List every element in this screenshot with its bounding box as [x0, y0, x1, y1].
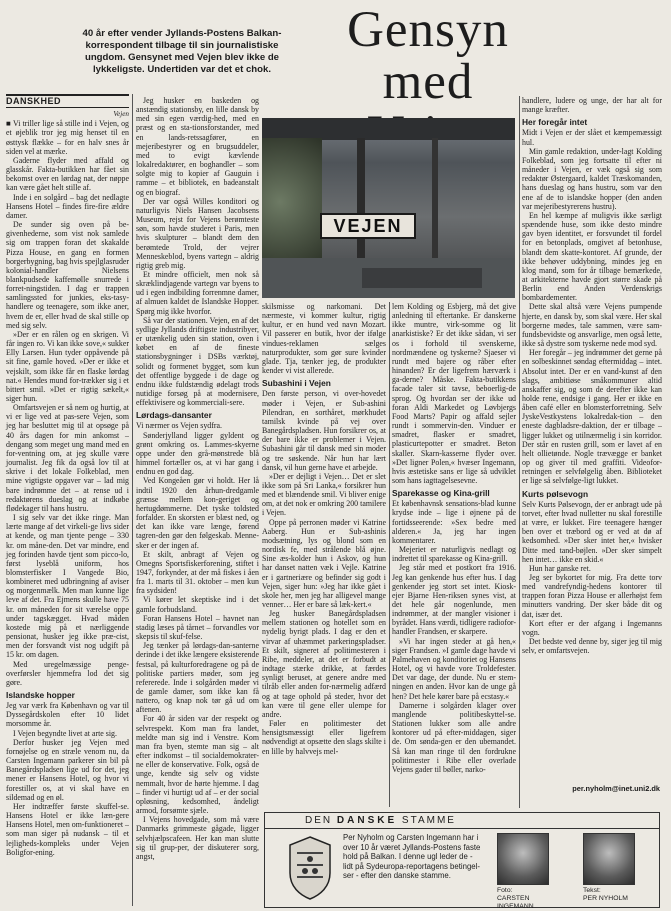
station-sign: VEJEN: [320, 213, 416, 239]
paragraph: Så var der stationen. Vejen, en af det sydlige Jyllands driftigste industribyer, er utænkelig uden sin station, oven i købet en af de fineste stationsbygninger i DSBs værktøj, solidt og formenet bygget, som kun det offentlige byggede i de dage og endnu ikke fuldstændig ødelagt trods nutidige forsøg på at modernisere, effektivisere og kommerciali-sere.: [136, 315, 259, 408]
paragraph: Det bedste ved denne by, siger jeg til mig selv, er omfartsvejen.: [522, 637, 662, 656]
paragraph: Gaderne flyder med affald og glasskår. Fakta-butikken har fået sin bekomst over en lørdag nat, der nøppe kan være gået helt stille af.: [6, 155, 129, 193]
paragraph: Omfartsvejen er så nem og hurtig, at vi er lige ved at pas-sere Vejen, som jeg har besluttet mig til at opsøge på 40 års dagen for min ankomst – dengang som meget ung mand med en for-ventning om, at jeg skulle være journalist. Jeg fik da også lov til at skrive i det lokale Folkeblad, men mine vigtigste opgaver var – lad mig bare indrømme det – at rense ud i redaktørens dueslag og at indkøbe flødekager til hans hustru.: [6, 403, 129, 513]
writer-name: PER NYHOLM: [583, 895, 628, 902]
photographer-portrait: [497, 833, 549, 885]
column-rule: [389, 302, 390, 807]
paragraph: Derfor husker jeg Vejen med fornøjelse og en stræle venom nu, da Carsten Ingemann parkerer sin bil på Banegårdspladsen lige ud for det, jeg mener er Hansens Hotel, og hvor vi forestiller os, at vi skal have en sildemad og en øl.: [6, 737, 129, 802]
column-5: [522, 96, 662, 784]
paragraph: Her indtræffer første skuffel-se. Hansens Hotel er ikke læn-gere Hansens Hotel, men om-funktioneret – som man siger på nudansk – til et lejligheds-kompleks under Vejen Boligfor-ening.: [6, 801, 129, 857]
photo-bench: [362, 268, 482, 288]
paragraph: handlere, ludere og unge, der har alt for mange kræfter.: [522, 96, 662, 115]
paragraph: I Vejen begyndte livet at arte sig.: [13, 728, 117, 738]
paragraph: Jeg husker Banegårdspladsen mellem stationen og hotellet som en nydelig byrigt plads. I dag er den et virvar af uhæmmet parkeringspladser. Et skilt, signeret af politimesteren i Ribe, meddeler, at det er forbudt at indtage stærke drikke, at færdes synligt beruset, at genere andre med tilråb eller anden for-nærmelig adfærd og at tage ophold på steder, hvor det kan være til gene eller ulempe for andre.: [262, 609, 386, 719]
series-tag-danske: DANSKE: [336, 815, 398, 826]
paragraph: Jeg var værk fra København og var til Dyssegårdskolen efter 10 lidet morsomme år.: [6, 701, 129, 729]
paragraph: En hel kæmpe af muligvis ikke særligt spændende huse, som ikke desto mindre gav byen identitet, er forsvundet til fordel for en betonplads, omgivet af betonhuse, blandt dem skatte-kontoret. Af grunde, der ikke behøver uddybning, mindes jeg en klog mand, som for år tilbage bemærkede, at arkitekterne havde gjort større skade på Berlin end Anden Verdenskrigs bombardementer.: [522, 210, 662, 303]
paragraph: De sunder sig oven på be-givenhederne, som vist nok samlede sig om trappen foran det skakalde Pizza House, en gang en formen borgerbygning, bag hvis spejlglasruder kolonial-handler Nielsens blankpudsede kaffemølle snurrede i forret-ningstiden. I dag er trappen samlingssted for junkies, eks-tasy-handlere og teenagere, som ikke aner, hvem de er, eller hvad de skal stille op med sig selv.: [6, 220, 130, 330]
paragraph: For 40 år siden var der respekt og selvrespekt. Kom man fra landet, meldte man sig ind i Venstre. Kom man fra byen, stemte man sig – alt efter indkomst – til socialdemokrater-ne eller de konservative. Folk, også de unge, kendte sig selv og vidste nemmalt, hvor de hørte hjemme. I dag – finder vi hurtigt ud af – er der social opløsning, kedsomhed, åndeligt armod, forsømte sjæle.: [136, 714, 259, 816]
paragraph: »Der er en rålen og en skrigen. Vi får ingen ro. Vi kan ikke sove,« sukker Elly Larsen. Hun tyder oppåvende på sit fine, gamle hoved. »Der er ikke et vejskilt, som ikke får en flaske lørdag nat.« Hendes mund for-trækker sig i et bittert smil. »Det er rigtig sækelt,« siger hun.: [6, 329, 129, 403]
paragraph: Vi kører let skeptiske ind i det gamle forbudsland.: [136, 595, 259, 614]
author-email: per.nyholm@inet.uni2.dk: [572, 784, 660, 793]
paragraph: Her foregår – jeg indrømmer det gerne på en solbeskinnet søndag eftermiddag – intet. Absolut intet. Der er en vand-kunst af den slags, ambitiøse småkommuner altid anskaffer sig, og som de derefter ikke kan holde rene, endsige i gang. Her er ikke en åben café eller en blomsterforretning. Selv JyskeVestkystens lokalredak-tion – den eneste dagbladsre-daktion, der er tilbage – ligger lukket og utilnærmelig i sin korridor. Der står en rusten grill, som er lavet af en helt ollietønde. Nogle trævægge er banket op og giver til med graffiti. Videofor-retningen er selvfølgelig åben. Biblioteket er lige så selvfølge-ligt lukket.: [522, 348, 662, 486]
paragraph: Den første person, vi over-hovedet møder i Vejen, er Sub-ashini Pilendran, en sorthåret, mørkhudet tamilsk kvinde på vej over Banegårdspladsen. Hun forsikrer os, at der bare ikke er problemer i Vejen. Subashini går til dansk med sin moder og tre søskende. Når hun har lært dansk, vil hun gerne have et arbejde.: [262, 389, 386, 472]
series-tag: [265, 813, 659, 829]
subheading: Islandske hopper: [6, 690, 75, 700]
column-3: [262, 302, 386, 810]
paragraph: Dette skal altså være Vejens pumpende hjerte, en dansk by, som skal være. Her skal borgerne mødes, tale sammen, være sam-fundsbevidste og ansvarlige, men også lette, ikke så dystre som tyskerne nede mod syd.: [522, 302, 662, 349]
paragraph: Min gamle redaktion, under-lagt Kolding Folkeblad, som jeg fortsatte til efter ni måneder i Vejen, er væk også sig som redaktør Østergaard, kaldet Træskomanden, hans dueslag og hans hustru, som var den ene af de to islandske hopper (den anden var mejeribestyrerens hustru).: [522, 146, 662, 211]
subheading: Subashini i Vejen: [262, 378, 331, 389]
paragraph: Med uregelmæssige penge-overførsler hjemmefra lod det sig gøre.: [6, 659, 129, 687]
paragraph: Selv Kurts Pølsevogn, der er anbragt ude på torvet, efter hvad nulletter nu skal forestille at være, er lukket. Fire teenagere hænger ben over et træbord og er ved at dø af kedsomhed. »Der sker intet her,« hvisker Ditte med tand-bøjlen. »Der sker simpelt hen intet… ikke en skid.«: [522, 499, 662, 564]
series-box: [264, 812, 660, 908]
column-1-continued: [6, 808, 129, 908]
photographer-name: CARSTEN INGEMANN: [497, 895, 534, 910]
paragraph: Hun har ganske ret.: [529, 563, 591, 573]
paragraph: Et skilt, anbragt af Vejen og Omegns Sportsfiskerforening, stiftet i 1947, forkynder, at der må fiskes i åen fra 1. marts til 31. oktober – men kun fra sydsiden!: [136, 549, 259, 596]
photo-roof: [262, 118, 515, 140]
column-2: [136, 96, 259, 908]
intro-text: 40 år efter vender Jyllands-Postens Balkan-korrespondent tilbage til sin journalistiske ungdom. Gensynet med Vejen blev ikke de lykkeligste. Undertiden var det et chok.: [82, 28, 282, 75]
paragraph: Mejeriet er naturligvis nedlagt og indrettet til sparekasse og Kina-grill.: [392, 545, 516, 564]
subheading: Lørdags-dansanter: [136, 410, 212, 421]
series-tag-stamme: STAMME: [401, 815, 456, 826]
paragraph: lem Kolding og Esbjerg, må det give anledning til eftertanke. Er danskerne ikke muntre, virk-somme og lit anarkistiske? Er det ikke sådan, vi ser os i forhold til svenskerne, nordmændene og tyskerne? Sjaeser vi rundt med bajere og råber efter hinanden? Er der ligefrem hærværk i ga-derne? Måske. Fakta-butikkens facade taler sit tavse, beboerlig-de sprog. Og hvordan ser der ikke ud foran Aldi Markedet og Løvbjergs Food Marts? Papir og affald sejler rundt i sommervin-den. Vinduer er smadret, flasker er smadret, plasticurtepotter er smadret. Beton skaller. Skarn-kasserne flyder over. »Det ligner Polen,« hvæser Ingemann, hvis æstetiske sans er lige så udviklet som hans iagttagelsesevne.: [392, 302, 516, 485]
subheading: Her foregår intet: [522, 117, 588, 128]
paragraph: Jeg står med et postkort fra 1916. Jeg kan genkende hus efter hus. I dag genkender jeg stort set intet. Kiosk-ejer Bjarne Hen-riksen synes vist, at det hele går nogenlunde, men indrømmer, at der mangler visioner i byrådet. Hans værdi, tidligere radiofor-handler Frandsen, er skarpere.: [392, 563, 516, 637]
subheading: Sparekasse og Kina-grill: [392, 488, 490, 499]
paragraph: Kort efter er der afgang i Ingemanns vogn.: [522, 618, 662, 637]
paragraph: Føler en politimester det hensigtsmæssigt eller ligefrem nødvendigt at opsætte den slags skilte i en lille by halvvejs mel-: [262, 719, 386, 756]
photographer-caption: [497, 887, 567, 911]
paragraph: Foran Hansens Hotel – havnet nan stadig læses på tårnet – forvandles vor skepsis til skuf-felse.: [136, 613, 259, 642]
station-photo: [262, 118, 515, 298]
section-label: DANSKHED: [6, 94, 129, 108]
paragraph: Et københavnsk sensations-blad kunne krydse inde – lige i øjnene på de fortidsseerende: »Sex bedre med alderen.« Ja, jeg har ingen kommentarer.: [392, 499, 516, 545]
writer-caption: [583, 887, 653, 903]
paragraph: Der var også Willes konditori og naturligvis Niels Hansen Jacobsens Museum, rejst for Vejens berømteste søn, som havde studeret i Paris, men hvis skulpturer – blandt dem den berømtede Trold, der vejrer Menneskeblod, byens vartegn – aldrig rigtig greb mig.: [136, 196, 259, 270]
coat-of-arms-icon: [285, 835, 335, 901]
paragraph: I Vejens hovedgade, som må være Danmarks grimmeste gågade, ligger selvhjælpscafeen. Her kan man slutte sig til grup-per, der diskuterer sorg, angst,: [136, 815, 259, 861]
paragraph: skilsmisse og narkomani. Det nærmeste, vi kommer kultur, rigtig kultur, er en hund ved navn Mozart. Vil passerer en butik, hvor der ifølge vindues-reklamen sælges naturprodukter, som gør sure kvinder glade. Tja, tænker jeg, de produkter kender vi vist allerede.: [262, 302, 386, 376]
column-rule: [519, 96, 520, 808]
paragraph: Jeg husker en baskeden og anstændig stationsby, en lille dansk by med sin egen værdig-hed, med en præst og en sta-tionsforstander, med en lands-retssagfører, en mejeribestyrer og en brugsuddeler, med to evigt kævlende lokalredaktører, en boghandler – som solgte mig to kopier af Gauguin i ramme – et bibliotek, en badeanstalt og en biograf.: [136, 96, 259, 197]
text-label: Tekst:: [583, 887, 601, 894]
column-4: [392, 302, 516, 810]
paragraph: I sig selv var det ikke ringe. Man lærte mange af det virkeli-ge livs sider at kende, og man tjente penge – 330 kr. om måne-den. Det var mindre, end jeg forinden havde tjent som picco-lo, først lyseblå uniform, hos blomsterfisker I Vangede Bio, kombineret med udbringning af aviser og morgenmælk. Men man kunne lige leve af det. Fra Ejmens skulle have 75 kr. om måneden for sit værelse oppe under tagskægget. Hvad måden kostede mig på et nærliggende pensionat, husker jeg ikke præ-cist, men der forsvandt vist nog udgift på 15 kr. om dagen.: [6, 513, 129, 660]
paragraph: Sønderjylland ligger gyldent og grønt omkring os. Lammes-skyerne oppe under den grå-mønstrede blå himmel fortæller os, at vi har gang i endnu en god dag.: [136, 430, 259, 477]
column-rule: [132, 94, 133, 906]
column-1: [6, 94, 130, 857]
paragraph: ■ Vi triller lige så stille ind i Vejen, og et øjeblik tror jeg mig henset til en østtysk flække – for en halv snes år siden vel at mærke.: [6, 119, 129, 156]
paragraph: Jeg ser bykortet for mig. Fra dette torv med vandrefyndig-hedens kontorer til trappen foran Pizza House er allerhøjst fem minutters vandring. Der sker både dit og dat, især det.: [522, 572, 662, 619]
series-tag-den: DEN: [305, 815, 333, 826]
headline: Gensyn med: [347, 2, 509, 110]
writer-portrait: [583, 833, 635, 885]
subheading: Kurts pølsevogn: [522, 488, 589, 499]
section-place: Vejen: [113, 110, 129, 119]
paragraph: Jeg tænker på lørdags-dan-santerne derinde i det ikke længere eksisterende festsal, på kulturforedragene og på de politiske partiers møder, som jeg refererede. Inde i solgården møder vi de gamle damer, som ikke kan få nattero, og knap nok tør gå ud om aftenen.: [136, 641, 259, 715]
paragraph: Vi nærmer os Vejen sydfra.: [136, 421, 222, 431]
paragraph: »Der er dejligt i Vejen… Det er slet ikke som på Sri Lanka,« forsikrer hun med et blændende smil. Vi bliver enige om, at det nok er omkring 200 tamilere i Vejen.: [262, 471, 386, 518]
paragraph: Et mindre officielt, men nok så skræklindjagende vartegn var byens to ud i egen indbilding forrenmne damer, af almuen kaldet de Islandske Hopper. Spørg mig ikke hvorfor.: [136, 269, 259, 316]
paragraph: »Vi har ingen steder at gå hen,« siger Frandsen. »I gamle dage havde vi Palmehaven og konditoriet og Hansens Hotel, og vi havde vore Troldefester. Det var dage, der dunde. Nu er stem-ningen en anden. Hvor kan de unge gå hen? Det hele kører bare på ecstasy.«: [392, 636, 516, 701]
paragraph: Midt i Vejen er der slået et kæmpemæssigt hul.: [522, 128, 662, 147]
paragraph: Ved Kongeåen gør vi holdt. Her lå indtil 1920 den århun-dredgamle grænse mellem kon-geriget og hertugdømmerne. Det tyske toldsted forfalder. En skorsten er blæst ned, og det kan ikke vare længe, førend tagren-den gør den følgeskab. Menne-sker er der ingen af.: [136, 476, 259, 550]
series-description: Per Nyholm og Carsten Ingemann har i over 10 år været Jyllands-Postens faste hold på Balkan. I denne ugl leder de - lidt på Sydeuropa-reportagens betingel-ser - efter den danske stamme.: [343, 833, 481, 881]
photo-label: Foto:: [497, 887, 513, 894]
paragraph: Inde i en solgård – bag det nedlagte Hansens Hotel – findes fire-fire ældre damer.: [6, 192, 129, 220]
paragraph: Oppe på perronen møder vi Katrine Aaberg. Hun er Sub-ashinis modsætning, lys og blond som en nordisk fe, med strålende blå øjne. Sine æs-kolder hun i Askov, og hun har danset natten væk i Vejle. Katrine er i gartneriære og befinder sig godt i Vejen, siger hun: »Jeg har ikke gået i skole her, men jeg har alligevel mange venner… Her er bare så læk-kert.«: [262, 517, 386, 609]
paragraph: Damerne i solgården klager over manglende politibeskyttel-se. Stationen lukker som alle andre kontorer ud på efter-middagen, siger de. Om sønda-gen er den ubemandet. Så kan man ringe til den fordrukne politimester i Ribe eller overlade Vejens gader til bøller, narko-: [392, 700, 516, 774]
